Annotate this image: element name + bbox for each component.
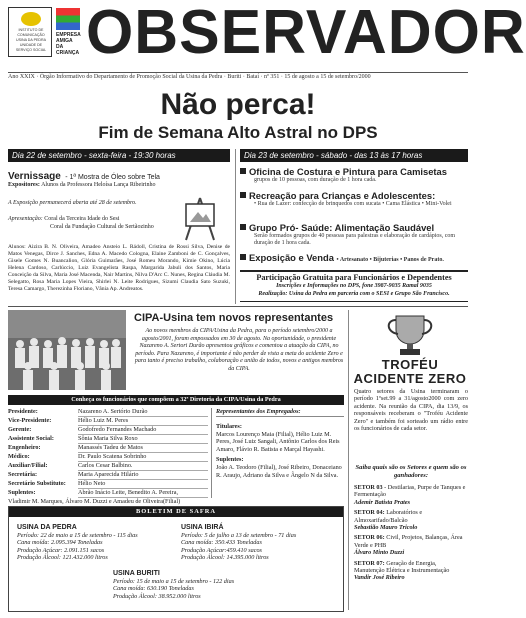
permanence-note: A Exposição permanecerá aberta até 28 de setembro. xyxy=(8,200,137,206)
safra-header: BOLETIM DE SAFRA xyxy=(9,507,343,517)
setor-item xyxy=(354,509,468,531)
safra-unit-buriti xyxy=(113,569,293,600)
easel-painting-icon xyxy=(172,196,228,242)
masthead-title: OBSERVADOR xyxy=(86,0,526,67)
section-divider xyxy=(8,306,468,307)
titulares-label: Titulares: xyxy=(216,423,242,430)
activity-exposicao-label: Exposição e Venda xyxy=(249,252,334,263)
square-bullet-icon xyxy=(240,224,246,230)
expositores-label: Expositores: xyxy=(8,182,40,188)
trofeu-question: Saiba quais são os Setores e quem são os ganhadores: xyxy=(355,464,467,479)
trophy-icon xyxy=(380,312,440,356)
role-name: Dr. Paulo Scatena Sobrinho xyxy=(78,453,208,462)
cipa-title: CIPA-Usina tem novos representantes xyxy=(134,312,334,324)
activity-recreacao xyxy=(240,190,468,208)
cipa-table-divider xyxy=(211,408,212,498)
activity-recreacao-desc: • Rua de Lazer: confecção de brinquedos com sucata • Cama Elástica • Mini-Volei xyxy=(254,201,452,207)
role-name: Hélio Luiz M. Peres xyxy=(78,417,208,426)
logo-text-5: SERVIÇO SOCIAL xyxy=(15,48,47,52)
activity-oficina-title xyxy=(240,166,468,177)
expositores xyxy=(8,182,230,190)
cipa-suplentes-row-2 xyxy=(8,498,208,506)
cipa-roles-list xyxy=(8,408,208,506)
role-label: Secretária: xyxy=(8,471,38,478)
participation-box xyxy=(240,270,468,302)
setor-item xyxy=(354,484,468,506)
vernissage-subtitle: - 1ª Mostra de Óleo sobre Tela xyxy=(65,174,160,181)
cipa-body: Ao novos membros da CIPA/Usina da Pedra, para o período setembro/2000 a agosto/2001, foram empossados em 30 de agosto. Na oportunidade, o presidente Nazareno A. Sertori Durão apresentou gráficos e comentou a atuação da CIPA, no período. Para Nazareno, é importante é não perder de vista a meta do acidente Zero e para tanto é preciso trabalho, colaboração e união de todos, novos e antigos membros da CIPA. xyxy=(134,328,344,372)
suplentes-text: João A. Teodoro (Filial), José Ribeiro, Donaceiano R. Araujo, Adriano da Silva e Ângelo N da Silva. xyxy=(216,464,342,479)
logo-text-4: UNIDADE DE xyxy=(19,43,43,47)
trofeu-body: Quatro setores da Usina terminaram o período 1ºset.99 a 31/agosto2000 com zero acidente. Na reunião da CIPA, dia 13/9, os responsáveis receberam o "Troféu Acidente Zero" e também foi sorteado um rádio entre os funcionários de cada setor. xyxy=(354,388,468,433)
titulares-text: Marcos Lourenço Maia (Filial), Hélio Luiz M. Peres, José Luiz Sangali, Antônio Carlos dos Reis Amaro, Flávio R. Batista e Marçal Hayashi. xyxy=(216,431,340,453)
cipa-role-row xyxy=(8,453,208,462)
setor-winner: Ademir Batista Prates xyxy=(354,498,411,506)
vernissage-title: Vernissage xyxy=(8,171,61,182)
square-bullet-icon xyxy=(240,168,246,174)
setor-label: SETOR 04: xyxy=(354,509,385,517)
safra-sugar: Produção Açúcar:459.410 sacos xyxy=(181,546,262,554)
role-label: Engenheiro: xyxy=(8,444,41,451)
suplentes-label: Suplentes: xyxy=(216,456,244,464)
safra-period: Período: 22 de maio a 15 de setembro - 115 dias xyxy=(17,532,138,539)
group-photo-image xyxy=(8,310,126,390)
setores-list xyxy=(354,484,468,582)
role-name: Maria Aparecida Hilário xyxy=(78,471,208,480)
safra-alcohol: Produção Álcool: 38.952.000 litros xyxy=(113,592,201,600)
safra-unit-ibira xyxy=(181,523,341,562)
role-name: Abrão Inácio Leite, Benedito A. Pereira, xyxy=(78,489,208,498)
role-label: Suplentes: xyxy=(8,489,36,496)
issue-info-line: Ano XXIX · Órgão Informativo do Departamento de Promoção Social da Usina da Pedra · Buriti · Bataí · nº 351 · 15 de agosto a 15 de setembro/2000 xyxy=(8,72,468,80)
role-name: Nazareno A. Sertório Durão xyxy=(78,408,208,417)
cipa-role-row xyxy=(8,426,208,435)
safra-cane: Cana moída: 350.433 Toneladas xyxy=(181,539,262,547)
square-bullet-icon xyxy=(240,254,246,260)
activity-exposicao xyxy=(240,252,468,264)
activity-pro-saude-title xyxy=(240,222,468,233)
cipa-members-header: Conheça os funcionários que compõem a 32ª Diretoria da CIPA/Usina da Pedra xyxy=(8,395,344,405)
empresa-line-3: CRIANÇA xyxy=(56,50,80,56)
setor-item xyxy=(354,560,468,582)
setor-winner: Vandir José Ribeiro xyxy=(354,574,405,582)
trofeu-title-2: ACIDENTE ZERO xyxy=(353,371,467,386)
setor-desc: Laboratórios e Almoxarifado/Balcão xyxy=(354,509,423,524)
setor-winner: Álvaro Minto Duzzi xyxy=(354,549,405,557)
cipa-role-row xyxy=(8,462,208,471)
suplentes-line-2: Vladimir M. Marques, Álvaro M. Duzzi e Amadeu de Oliveira(Filial) xyxy=(8,498,181,505)
setor-label: SETOR 07: xyxy=(354,559,385,567)
cipa-role-row xyxy=(8,417,208,426)
left-date-bar: Dia 22 de setembro - sexta-feira - 19:30 horas xyxy=(8,149,230,162)
alunos-list: Alunos: Aizira B. N. Oliveira, Amadeo Ansteio L. Rádoll, Cristina de Rossi Silva, Denise de Matos Venegas, Dirce J. Sanches, Edna A. Macedo Cologna, Elaine Zamboni de C. Gonçalves, Gisele Gomes N. Buancalion, Glória Guimarães, José Romeu Morando, Kimie Okino, Lúcia Helena Cardoso, Carlúccio, Luiz Evangelista Raspa, Margarida Jabuli dos Santos, Maria Conceição da Silva, Maria José Macenda, Nair Martins, Nilva D'Arc C. Nunes, Regina Cláudia M. Selegatto, Rosa Maria Lopes Vieira, Shirlei N. Leite Rodrigues, Sizumi Claudia Sato Suzuki, Teresa Camargo, Therezinha Floriano, Vânia Ap. Andreatos. xyxy=(8,244,230,292)
setor-desc: - Destilarias, Purpe de Tanques e Fermentação xyxy=(354,484,466,499)
cipa-role-row xyxy=(8,408,208,417)
setor-winner: Sebastião Mauro Tricolo xyxy=(354,524,418,532)
activity-oficina-label: Oficina de Costura e Pintura para Camisetas xyxy=(249,166,447,177)
role-name: Godofredo Fernandes Machado xyxy=(78,426,208,435)
role-label: Vice-Presidente: xyxy=(8,417,52,424)
square-bullet-icon xyxy=(240,192,246,198)
role-label: Auxiliar/Filial: xyxy=(8,462,48,469)
activity-exposicao-desc: • Artesanato • Bijuterias • Panos de Prato. xyxy=(336,257,444,263)
activity-pro-saude-desc: Serão formados grupos de 40 pessoas para palestras e elaboração de cardápios, com duração de 1 hora cada. xyxy=(254,233,456,246)
participation-realizacao: Realização: Usina da Pedra em parceria com o SESI e Grupo São Francisco. xyxy=(258,290,450,297)
role-name: Carlos Cesar Balbino. xyxy=(78,462,208,471)
role-label: Médico: xyxy=(8,453,30,460)
setor-label: SETOR 03 xyxy=(354,484,383,491)
setor-desc: Geração de Energia, Manutenção Elétrica e Instrumentação xyxy=(354,559,450,575)
expositores-text: Alunos da Professora Heloísa Lança Ribeirinho xyxy=(41,182,156,188)
safra-sugar: Produção Açúcar: 2.091.151 sacos xyxy=(17,546,105,554)
safra-unit-pedra xyxy=(17,523,172,562)
activity-pro-saude xyxy=(240,222,468,247)
activity-oficina xyxy=(240,166,468,184)
logo-text-2: COMUNICAÇÃO xyxy=(17,33,45,37)
role-name: Manassés Tadeu de Matos xyxy=(78,444,208,453)
safra-cane: Cana moída: 2.095.394 Toneladas xyxy=(17,539,103,547)
safra-alcohol: Produção Álcool: 14.395.000 litros xyxy=(181,554,269,562)
apresentacao xyxy=(8,216,166,231)
cipa-role-row xyxy=(8,489,208,498)
participation-title: Participação Gratuita para Funcionários e Dependentes xyxy=(256,273,452,282)
activity-oficina-desc: grupos de 10 pessoas, com duração de 1 hora cada. xyxy=(254,177,377,183)
activity-exposicao-title xyxy=(240,252,468,264)
apresentacao-line-2: Coral da Fundação Cultural de Sertãozinho xyxy=(50,223,154,230)
cipa-role-row xyxy=(8,480,208,489)
safra-alcohol: Produção Álcool: 121.432.000 litros xyxy=(17,554,108,562)
setor-item xyxy=(354,534,468,556)
safra-period: Período: 5 de julho a 13 de setembro - 71 dias xyxy=(181,532,297,539)
safra-unit-name: USINA IBIRÁ xyxy=(181,524,224,531)
empresa-line-2: AMIGA DA xyxy=(56,38,73,50)
safra-period: Período: 15 de maio a 15 de setembro - 122 dias xyxy=(113,578,235,585)
role-name: Sônia Maria Silva Roxo xyxy=(78,435,208,444)
trofeu-divider xyxy=(348,310,349,610)
logo-text-3: USINA DA PEDRA xyxy=(16,38,46,42)
setor-label: SETOR 06: xyxy=(354,534,385,542)
empresa-amiga-badge xyxy=(56,8,80,56)
cipa-group-photo xyxy=(8,310,126,390)
activity-recreacao-label: Recreação para Crianças e Adolescentes: xyxy=(249,190,436,201)
role-label: Presidente: xyxy=(8,408,38,415)
cipa-representatives xyxy=(216,408,344,479)
apresentacao-label: Apresentação: xyxy=(8,216,43,222)
role-label: Secretário Substituto: xyxy=(8,480,66,487)
role-label: Assistente Social: xyxy=(8,435,54,442)
dps-logo xyxy=(8,7,52,57)
boletim-safra-box xyxy=(8,506,344,612)
logo-text-1: INSTITUTO DE xyxy=(18,28,44,32)
cipa-role-row xyxy=(8,444,208,453)
setor-desc: Civil, Projetos, Balanças, Área Verde e PHB xyxy=(354,534,463,549)
participation-info: Inscrições e Informações no DPS, fone 3987-9035 Ramal 9035 xyxy=(276,283,432,289)
role-label: Gerente: xyxy=(8,426,32,433)
rep-title: Representantes dos Empregados: xyxy=(216,408,344,417)
right-date-bar: Dia 23 de setembro - sábado - das 13 às 17 horas xyxy=(240,149,468,162)
headline-title: Não perca! xyxy=(160,88,316,121)
safra-unit-name: USINA DA PEDRA xyxy=(17,524,77,531)
cipa-role-row xyxy=(8,471,208,480)
safra-cane: Cana moída: 630.190 Toneladas xyxy=(113,585,194,593)
safra-unit-name: USINA BURITI xyxy=(113,570,160,577)
headline-subtitle: Fim de Semana Alto Astral no DPS xyxy=(98,123,378,142)
smiley-logo-icon xyxy=(21,12,41,26)
apresentacao-line-1: Coral da Terceira Idade do Sesi xyxy=(44,216,120,222)
activity-recreacao-title xyxy=(240,190,468,201)
role-name: Hélio Neto xyxy=(78,480,208,489)
activity-pro-saude-label: Grupo Pró- Saúde: Alimentação Saudável xyxy=(249,222,435,233)
cipa-role-row xyxy=(8,435,208,444)
column-divider xyxy=(235,149,236,304)
trofeu-title-1: TROFÉU xyxy=(381,357,439,372)
empresa-line-1: EMPRESA xyxy=(56,32,81,38)
children-figures-icon xyxy=(56,8,80,30)
